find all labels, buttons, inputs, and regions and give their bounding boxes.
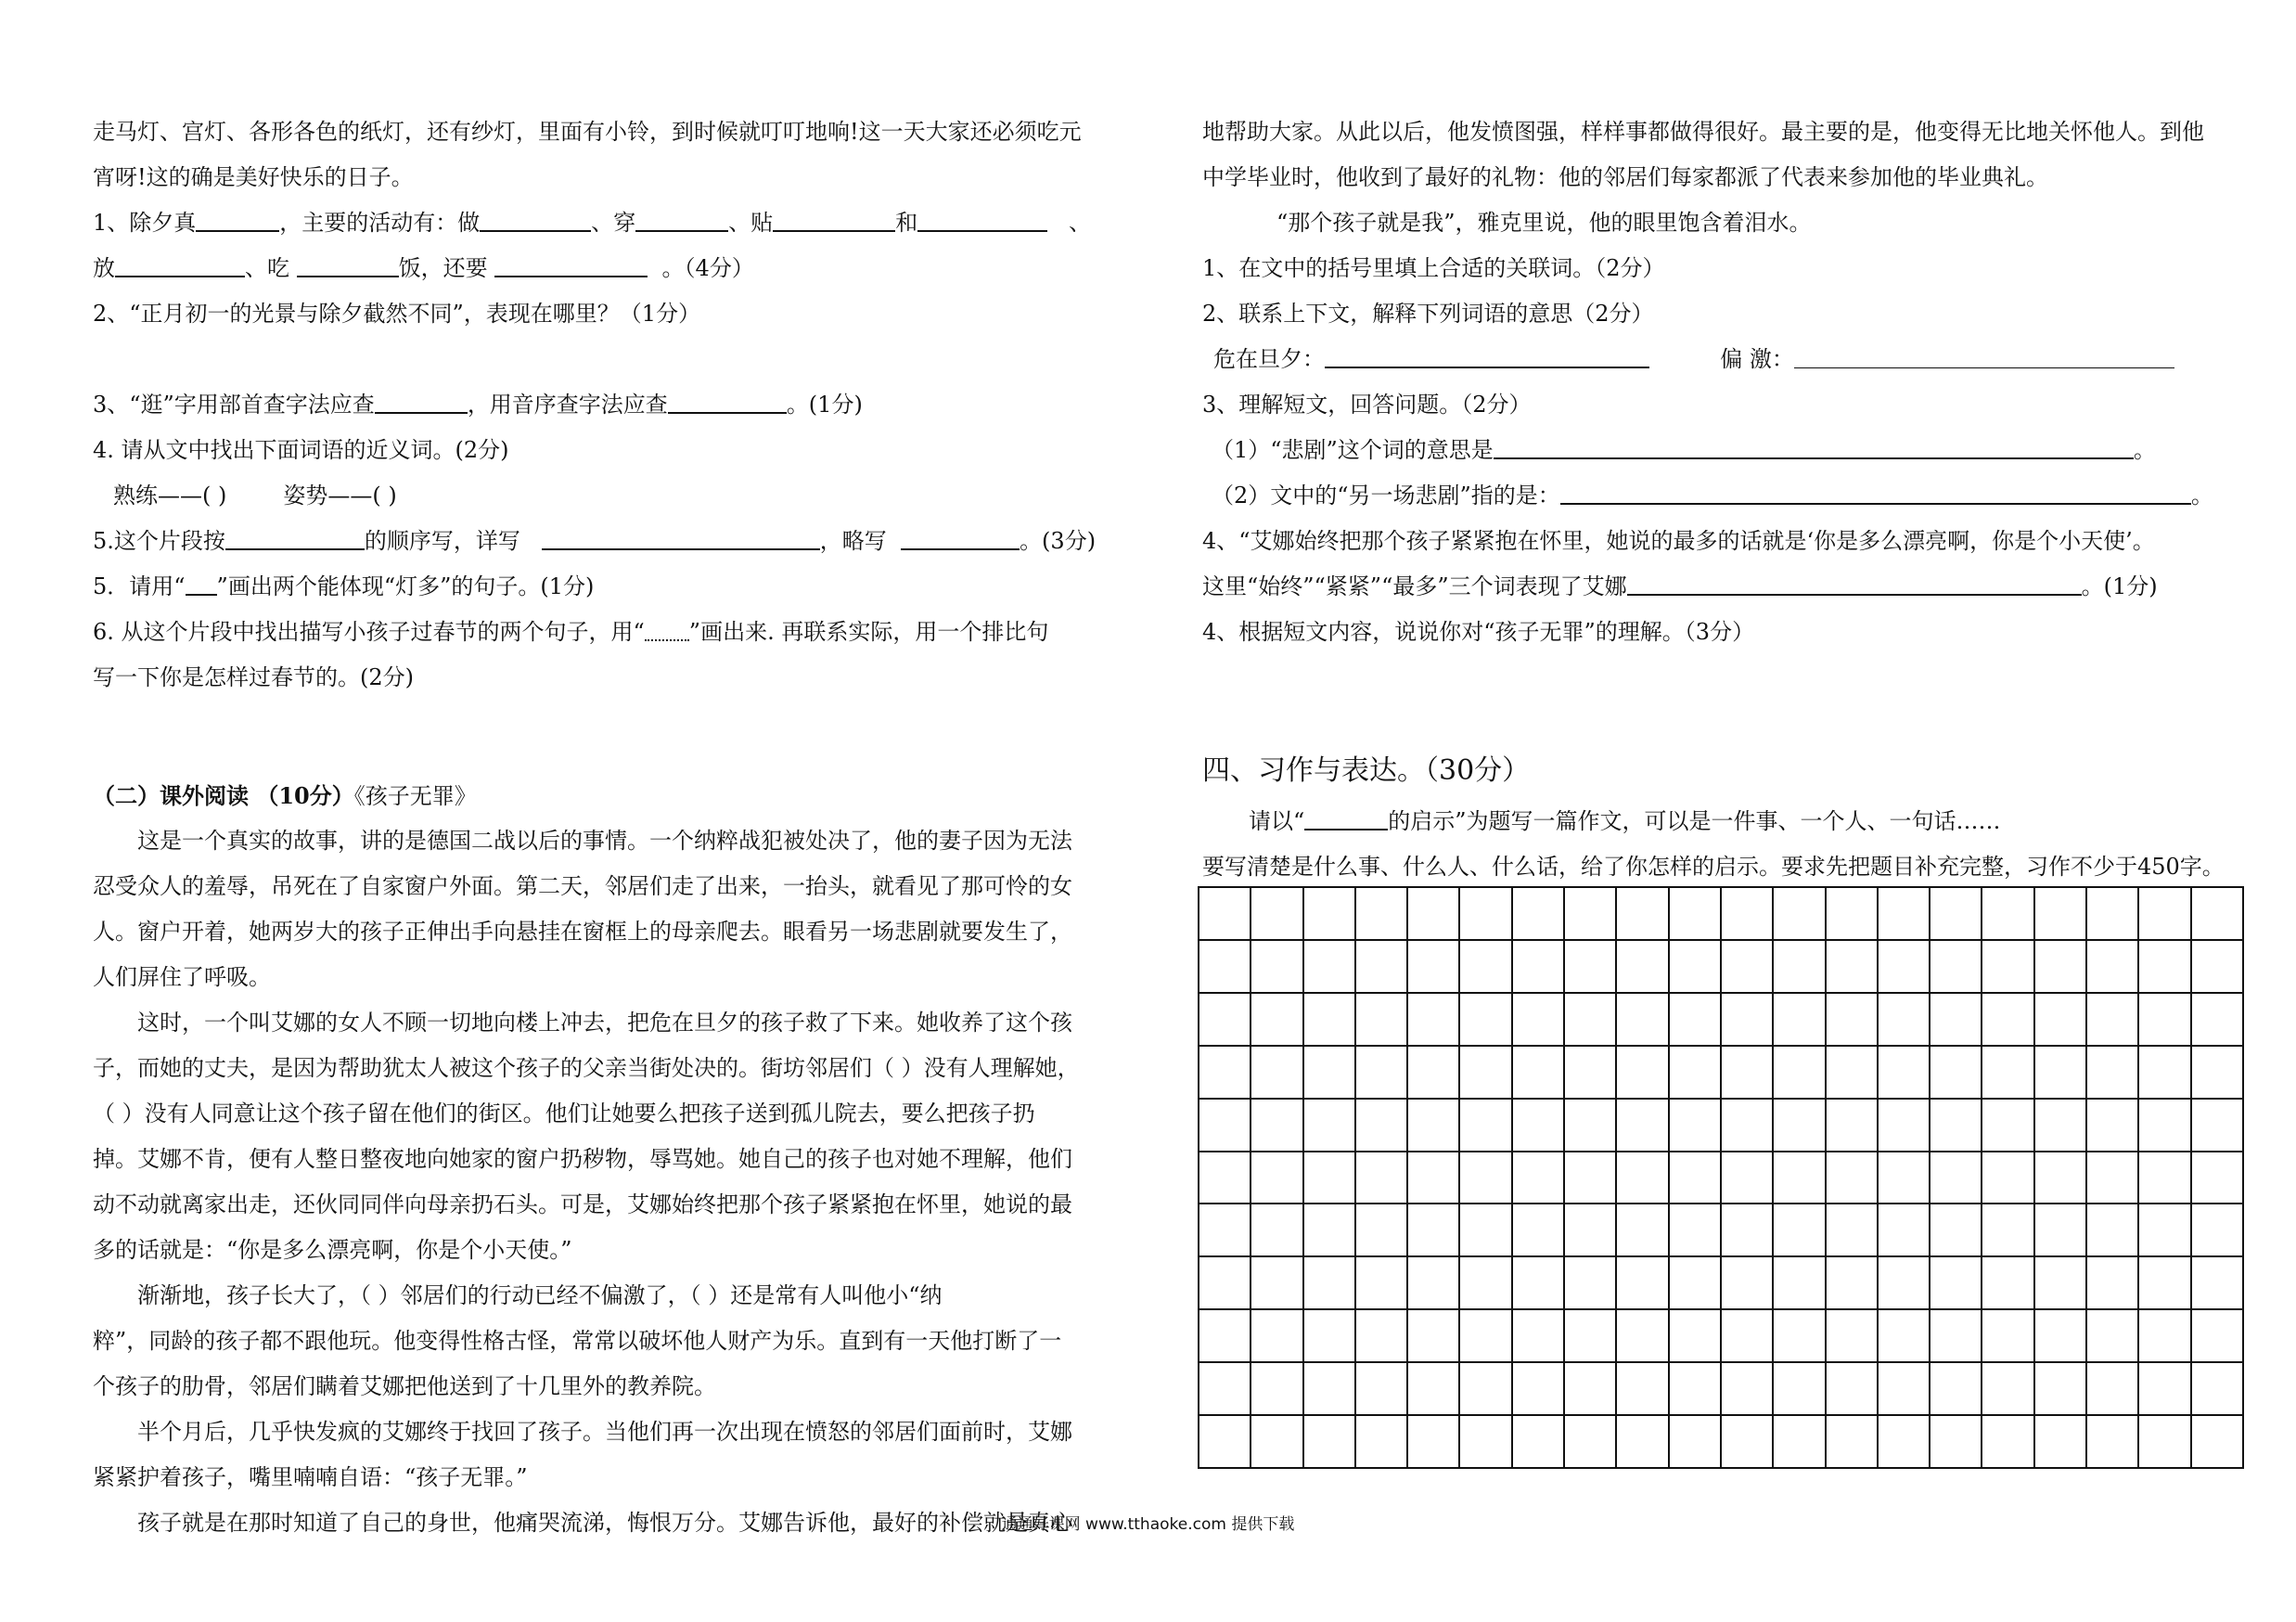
- grid-cell[interactable]: [2192, 1152, 2244, 1205]
- grid-cell[interactable]: [1356, 1204, 1408, 1257]
- grid-cell[interactable]: [2139, 1204, 2191, 1257]
- grid-cell[interactable]: [1408, 1100, 1460, 1152]
- reading-passage: 忍受众人的羞辱，吊死在了自家窗户外面。第二天，邻居们走了出来，一抬头，就看见了那可怜的女: [93, 873, 1072, 899]
- footer-credit: 通通好课网 www.tthaoke.com 提供下载: [1001, 1515, 1295, 1534]
- grid-cell[interactable]: [1251, 941, 1303, 994]
- grid-cell[interactable]: [1827, 1204, 1879, 1257]
- reading-question-5: 4、根据短文内容，说说你对“孩子无罪”的理解。（3分）: [1202, 619, 1755, 645]
- left-column: [93, 109, 1122, 1546]
- grid-cell[interactable]: [1251, 1416, 1303, 1469]
- grid-cell[interactable]: [1982, 1152, 2034, 1205]
- grid-cell[interactable]: [1879, 1310, 1930, 1363]
- grid-cell[interactable]: [1304, 994, 1356, 1047]
- grid-cell[interactable]: [1199, 888, 1251, 941]
- grid-cell[interactable]: [1251, 888, 1303, 941]
- answer-blank[interactable]: [917, 202, 1047, 232]
- grid-cell[interactable]: [2192, 1257, 2244, 1310]
- grid-cell[interactable]: [2087, 888, 2139, 941]
- grid-cell[interactable]: [1879, 1100, 1930, 1152]
- grid-cell[interactable]: [1304, 1204, 1356, 1257]
- grid-cell[interactable]: [1879, 1416, 1930, 1469]
- grid-cell[interactable]: [2139, 1310, 2191, 1363]
- answer-blank[interactable]: [1627, 566, 2082, 596]
- grid-cell[interactable]: [1670, 1416, 1722, 1469]
- grid-cell[interactable]: [1460, 941, 1512, 994]
- grid-cell[interactable]: [1930, 888, 1982, 941]
- grid-cell[interactable]: [1304, 1257, 1356, 1310]
- grid-cell[interactable]: [1565, 941, 1617, 994]
- reading-question-3b: （2）文中的“另一场悲剧”指的是： 。: [1202, 473, 2251, 519]
- grid-cell[interactable]: [1513, 1257, 1565, 1310]
- reading-passage: 孩子就是在那时知道了自己的身世，他痛哭流涕，悔恨万分。艾娜告诉他，最好的补偿就是真心: [137, 1510, 1072, 1536]
- grid-cell[interactable]: [1565, 1310, 1617, 1363]
- grid-cell[interactable]: [1670, 994, 1722, 1047]
- grid-cell[interactable]: [1460, 1100, 1512, 1152]
- grid-cell[interactable]: [1670, 888, 1722, 941]
- grid-cell[interactable]: [1408, 1047, 1460, 1100]
- grid-cell[interactable]: [1408, 1152, 1460, 1205]
- grid-cell[interactable]: [1827, 1100, 1879, 1152]
- grid-cell[interactable]: [2192, 888, 2244, 941]
- grid-cell[interactable]: [1565, 1100, 1617, 1152]
- grid-cell[interactable]: [1251, 994, 1303, 1047]
- answer-blank[interactable]: [196, 202, 279, 232]
- grid-cell[interactable]: [1304, 941, 1356, 994]
- reading-passage: 紧紧护着孩子，嘴里喃喃自语：“孩子无罪。”: [93, 1464, 528, 1490]
- grid-cell[interactable]: [1722, 1310, 1774, 1363]
- section-4-heading: 四、习作与表达。（30分）: [1202, 754, 1531, 787]
- grid-cell[interactable]: [2035, 1100, 2087, 1152]
- grid-cell[interactable]: [1565, 888, 1617, 941]
- grid-cell[interactable]: [1460, 1310, 1512, 1363]
- answer-space[interactable]: [93, 337, 1122, 382]
- grid-cell[interactable]: [1617, 994, 1669, 1047]
- grid-cell[interactable]: [1930, 1204, 1982, 1257]
- grid-cell[interactable]: [2087, 1416, 2139, 1469]
- reading-question-3: 3、理解短文，回答问题。（2分）: [1202, 392, 1532, 418]
- grid-cell[interactable]: [1930, 941, 1982, 994]
- question-6-cont: 写一下你是怎样过春节的。(2分): [93, 664, 414, 690]
- grid-cell[interactable]: [1199, 1204, 1251, 1257]
- reading-passage: “那个孩子就是我”，雅克里说，他的眼里饱含着泪水。: [1276, 210, 1812, 236]
- grid-cell[interactable]: [1617, 941, 1669, 994]
- reading-passage: 多的话就是：“你是多么漂亮啊，你是个小天使。”: [93, 1237, 572, 1263]
- grid-cell[interactable]: [1565, 1257, 1617, 1310]
- grid-cell[interactable]: [1827, 1310, 1879, 1363]
- question-4-items: 熟练——( ) 姿势——( ): [113, 483, 397, 508]
- reading-passage: 个孩子的肋骨，邻居们瞒着艾娜把他送到了十几里外的教养院。: [93, 1373, 716, 1399]
- grid-cell[interactable]: [1408, 1257, 1460, 1310]
- grid-cell[interactable]: [1722, 994, 1774, 1047]
- reading-passage: 人。窗户开着，她两岁大的孩子正伸出手向悬挂在窗框上的母亲爬去。眼看另一场悲剧就要发生了，: [93, 919, 1072, 945]
- question-1: 1、除夕真 ，主要的活动有：做 、穿 、贴 和 、: [93, 200, 1122, 246]
- grid-cell[interactable]: [1722, 1100, 1774, 1152]
- grid-cell[interactable]: [1356, 1257, 1408, 1310]
- question-4: 4. 请从文中找出下面词语的近义词。(2分): [93, 437, 509, 463]
- grid-cell[interactable]: [1617, 1100, 1669, 1152]
- grid-cell[interactable]: [2192, 1416, 2244, 1469]
- grid-cell[interactable]: [1408, 888, 1460, 941]
- grid-cell[interactable]: [1460, 1204, 1512, 1257]
- grid-cell[interactable]: [1930, 1152, 1982, 1205]
- grid-cell[interactable]: [1513, 1363, 1565, 1416]
- reading-question-2-items: 危在旦夕： 偏 激：: [1202, 337, 2251, 382]
- grid-cell[interactable]: [1774, 1363, 1826, 1416]
- grid-cell[interactable]: [1565, 1152, 1617, 1205]
- grid-cell[interactable]: [1251, 1310, 1303, 1363]
- grid-cell[interactable]: [1251, 1257, 1303, 1310]
- grid-cell[interactable]: [2139, 1363, 2191, 1416]
- grid-cell[interactable]: [1722, 1204, 1774, 1257]
- grid-cell[interactable]: [1827, 1416, 1879, 1469]
- writing-prompt: 请以“ 的启示”为题写一篇作文，可以是一件事、一个人、一句话……: [1202, 799, 2251, 844]
- grid-cell[interactable]: [1670, 1100, 1722, 1152]
- reading-passage: 掉。艾娜不肯，便有人整日整夜地向她家的窗户扔秽物，辱骂她。她自己的孩子也对她不理解，他们: [93, 1146, 1072, 1172]
- grid-cell[interactable]: [2192, 1204, 2244, 1257]
- grid-cell[interactable]: [1356, 1416, 1408, 1469]
- grid-cell[interactable]: [1879, 941, 1930, 994]
- reading-passage: 粹”，同龄的孩子都不跟他玩。他变得性格古怪，常常以破坏他人财产为乐。直到有一天他打断了一: [93, 1328, 1062, 1354]
- grid-cell[interactable]: [1930, 1310, 1982, 1363]
- grid-cell[interactable]: [2035, 1152, 2087, 1205]
- grid-cell[interactable]: [1513, 941, 1565, 994]
- grid-cell[interactable]: [1670, 1047, 1722, 1100]
- grid-cell[interactable]: [1930, 1047, 1982, 1100]
- reading-question-4-cont: 这里“始终”“紧紧”“最多”三个词表现了艾娜 。(1分): [1202, 564, 2251, 610]
- grid-cell[interactable]: [1879, 1204, 1930, 1257]
- grid-cell[interactable]: [1930, 1257, 1982, 1310]
- grid-cell[interactable]: [1617, 1363, 1669, 1416]
- grid-cell[interactable]: [1670, 1363, 1722, 1416]
- grid-cell[interactable]: [1199, 1310, 1251, 1363]
- grid-cell[interactable]: [1304, 1152, 1356, 1205]
- reading-passage: 人们屏住了呼吸。: [93, 964, 271, 990]
- grid-cell[interactable]: [1879, 1047, 1930, 1100]
- grid-cell[interactable]: [1982, 1363, 2034, 1416]
- grid-cell[interactable]: [2139, 994, 2191, 1047]
- answer-blank[interactable]: [901, 521, 1020, 550]
- grid-cell[interactable]: [1251, 1100, 1303, 1152]
- reading-question-4: 4、“艾娜始终把那个孩子紧紧抱在怀里，她说的最多的话就是‘你是多么漂亮啊，你是个小天使’。: [1202, 528, 2155, 554]
- grid-cell[interactable]: [1774, 1257, 1826, 1310]
- answer-blank[interactable]: [1794, 340, 2174, 368]
- grid-cell[interactable]: [1408, 1363, 1460, 1416]
- grid-cell[interactable]: [2192, 941, 2244, 994]
- answer-space[interactable]: [1202, 655, 2251, 743]
- grid-cell[interactable]: [1774, 888, 1826, 941]
- grid-cell[interactable]: [1670, 1310, 1722, 1363]
- grid-cell[interactable]: [2087, 1310, 2139, 1363]
- answer-blank[interactable]: [542, 521, 820, 550]
- grid-cell[interactable]: [1565, 994, 1617, 1047]
- writing-prompt: 要写清楚是什么事、什么人、什么话，给了你怎样的启示。要求先把题目补充完整，习作不少于450字。: [1202, 854, 2225, 880]
- title-blank[interactable]: [1304, 801, 1388, 830]
- grid-cell[interactable]: [1617, 1257, 1669, 1310]
- grid-cell[interactable]: [1304, 1363, 1356, 1416]
- grid-cell[interactable]: [2139, 1047, 2191, 1100]
- grid-cell[interactable]: [1356, 1363, 1408, 1416]
- grid-cell[interactable]: [1670, 941, 1722, 994]
- grid-cell[interactable]: [1304, 1416, 1356, 1469]
- grid-cell[interactable]: [1930, 1363, 1982, 1416]
- grid-cell[interactable]: [1251, 1047, 1303, 1100]
- answer-blank[interactable]: [1560, 475, 2191, 505]
- grid-cell[interactable]: [1460, 888, 1512, 941]
- grid-cell[interactable]: [1304, 1310, 1356, 1363]
- grid-cell[interactable]: [1356, 1047, 1408, 1100]
- grid-cell[interactable]: [2087, 1204, 2139, 1257]
- grid-cell[interactable]: [1774, 1310, 1826, 1363]
- grid-cell[interactable]: [1251, 1152, 1303, 1205]
- grid-cell[interactable]: [1513, 1416, 1565, 1469]
- wavy-line-sample: [645, 611, 689, 641]
- reading-passage: 渐渐地，孩子长大了，（ ）邻居们的行动已经不偏激了，（ ）还是常有人叫他小“纳: [137, 1282, 943, 1308]
- grid-cell[interactable]: [1827, 1257, 1879, 1310]
- grid-cell[interactable]: [1251, 1204, 1303, 1257]
- question-6: 6. 从这个片段中找出描写小孩子过春节的两个句子，用“ ”画出来. 再联系实际，用一个排比句: [93, 610, 1122, 655]
- grid-cell[interactable]: [1670, 1204, 1722, 1257]
- reading-passage: 这时，一个叫艾娜的女人不顾一切地向楼上冲去，把危在旦夕的孩子救了下来。她收养了这个孩: [137, 1010, 1072, 1036]
- question-3: 3、“逛”字用部首查字法应查 ，用音序查字法应查 。(1分): [93, 382, 1122, 428]
- grid-cell[interactable]: [1982, 1047, 2034, 1100]
- answer-blank[interactable]: [1325, 339, 1649, 368]
- grid-cell[interactable]: [1513, 1047, 1565, 1100]
- grid-cell[interactable]: [1460, 1363, 1512, 1416]
- reading-question-1: 1、在文中的括号里填上合适的关联词。（2分）: [1202, 255, 1665, 281]
- grid-cell[interactable]: [1774, 1100, 1826, 1152]
- grid-cell[interactable]: [2087, 1257, 2139, 1310]
- grid-cell[interactable]: [1879, 1363, 1930, 1416]
- grid-cell[interactable]: [1827, 994, 1879, 1047]
- grid-cell[interactable]: [2139, 1152, 2191, 1205]
- grid-cell[interactable]: [1460, 1257, 1512, 1310]
- grid-cell[interactable]: [2192, 994, 2244, 1047]
- grid-cell[interactable]: [2192, 1310, 2244, 1363]
- grid-cell[interactable]: [1617, 1047, 1669, 1100]
- grid-cell[interactable]: [2087, 994, 2139, 1047]
- grid-cell[interactable]: [2035, 1363, 2087, 1416]
- underline-sample: [186, 566, 217, 596]
- grid-cell[interactable]: [2035, 941, 2087, 994]
- grid-cell[interactable]: [1982, 1100, 2034, 1152]
- reading-question-2: 2、联系上下文，解释下列词语的意思（2分）: [1202, 301, 1654, 327]
- grid-cell[interactable]: [1513, 1152, 1565, 1205]
- grid-cell[interactable]: [1356, 1152, 1408, 1205]
- grid-cell[interactable]: [1879, 1257, 1930, 1310]
- grid-cell[interactable]: [1304, 888, 1356, 941]
- grid-cell[interactable]: [1774, 1152, 1826, 1205]
- grid-cell[interactable]: [1930, 1416, 1982, 1469]
- grid-cell[interactable]: [1356, 888, 1408, 941]
- grid-cell[interactable]: [2139, 1416, 2191, 1469]
- reading-passage: （ ）没有人同意让这个孩子留在他们的街区。他们让她要么把孩子送到孤儿院去，要么把孩子扔: [93, 1101, 1035, 1126]
- grid-cell[interactable]: [1356, 1310, 1408, 1363]
- grid-cell[interactable]: [1827, 1363, 1879, 1416]
- grid-cell[interactable]: [1670, 1257, 1722, 1310]
- grid-cell[interactable]: [1879, 888, 1930, 941]
- grid-cell[interactable]: [1565, 1047, 1617, 1100]
- grid-cell[interactable]: [1774, 1204, 1826, 1257]
- grid-cell[interactable]: [1356, 941, 1408, 994]
- grid-cell[interactable]: [1356, 994, 1408, 1047]
- grid-cell[interactable]: [1617, 1152, 1669, 1205]
- reading-passage: 子，而她的丈夫，是因为帮助犹太人被这个孩子的父亲当街处决的。街坊邻居们（ ）没有人理解她，: [93, 1055, 1080, 1081]
- grid-cell[interactable]: [1199, 1416, 1251, 1469]
- grid-cell[interactable]: [2192, 1100, 2244, 1152]
- grid-cell[interactable]: [1304, 1047, 1356, 1100]
- grid-cell[interactable]: [1408, 1310, 1460, 1363]
- grid-cell[interactable]: [1199, 941, 1251, 994]
- grid-cell[interactable]: [1513, 994, 1565, 1047]
- grid-cell[interactable]: [1879, 1152, 1930, 1205]
- section-2-heading: （二）课外阅读 （10分）《孩子无罪》: [93, 782, 477, 809]
- grid-cell[interactable]: [1513, 1310, 1565, 1363]
- grid-cell[interactable]: [1982, 1310, 2034, 1363]
- grid-cell[interactable]: [2087, 1363, 2139, 1416]
- grid-cell[interactable]: [1460, 1416, 1512, 1469]
- grid-cell[interactable]: [1513, 888, 1565, 941]
- grid-cell[interactable]: [1408, 994, 1460, 1047]
- grid-cell[interactable]: [1930, 1100, 1982, 1152]
- grid-cell[interactable]: [1617, 1310, 1669, 1363]
- grid-cell[interactable]: [1982, 888, 2034, 941]
- grid-cell[interactable]: [2035, 888, 2087, 941]
- reading-passage: 地帮助大家。从此以后，他发愤图强，样样事都做得很好。最主要的是，他变得无比地关怀他人。到他: [1202, 119, 2204, 145]
- grid-cell[interactable]: [1722, 1257, 1774, 1310]
- grid-cell[interactable]: [1565, 1416, 1617, 1469]
- grid-cell[interactable]: [1356, 1100, 1408, 1152]
- grid-cell[interactable]: [1982, 994, 2034, 1047]
- grid-cell[interactable]: [2087, 941, 2139, 994]
- grid-cell[interactable]: [1982, 1204, 2034, 1257]
- reading-passage: 半个月后，几乎快发疯的艾娜终于找回了孩子。当他们再一次出现在愤怒的邻居们面前时，艾娜: [137, 1419, 1072, 1445]
- answer-blank[interactable]: [494, 248, 648, 277]
- answer-blank[interactable]: [375, 384, 468, 414]
- grid-cell[interactable]: [1460, 994, 1512, 1047]
- grid-cell[interactable]: [1460, 1152, 1512, 1205]
- grid-cell[interactable]: [2087, 1047, 2139, 1100]
- grid-cell[interactable]: [1670, 1152, 1722, 1205]
- grid-cell[interactable]: [1199, 994, 1251, 1047]
- grid-cell[interactable]: [1827, 888, 1879, 941]
- reading-passage: 这是一个真实的故事，讲的是德国二战以后的事情。一个纳粹战犯被处决了，他的妻子因为无法: [137, 828, 1072, 854]
- grid-cell[interactable]: [1774, 1047, 1826, 1100]
- grid-cell[interactable]: [2139, 1257, 2191, 1310]
- grid-cell[interactable]: [1199, 1152, 1251, 1205]
- grid-cell[interactable]: [1722, 1152, 1774, 1205]
- grid-cell[interactable]: [1199, 1100, 1251, 1152]
- grid-cell[interactable]: [1722, 1047, 1774, 1100]
- grid-cell[interactable]: [1304, 1100, 1356, 1152]
- grid-cell[interactable]: [2192, 1047, 2244, 1100]
- question-2: 2、“正月初一的光景与除夕截然不同”，表现在哪里？（1分）: [93, 301, 701, 327]
- grid-cell[interactable]: [1408, 1416, 1460, 1469]
- grid-cell[interactable]: [2139, 888, 2191, 941]
- answer-blank[interactable]: [225, 521, 365, 550]
- grid-cell[interactable]: [1617, 1204, 1669, 1257]
- reading-question-3a: （1）“悲剧”这个词的意思是 。: [1202, 428, 2251, 473]
- grid-cell[interactable]: [1513, 1204, 1565, 1257]
- right-column: [1202, 109, 2251, 890]
- grid-cell[interactable]: [1827, 1047, 1879, 1100]
- grid-cell[interactable]: [1982, 1257, 2034, 1310]
- grid-cell[interactable]: [2035, 1257, 2087, 1310]
- grid-cell[interactable]: [1460, 1047, 1512, 1100]
- composition-grid[interactable]: [1198, 886, 2244, 1469]
- grid-cell[interactable]: [1982, 941, 2034, 994]
- grid-cell[interactable]: [1199, 1047, 1251, 1100]
- passage-line: 宵呀!这的确是美好快乐的日子。: [93, 164, 414, 190]
- grid-cell[interactable]: [2035, 1047, 2087, 1100]
- answer-blank[interactable]: [480, 202, 591, 232]
- grid-cell[interactable]: [1722, 941, 1774, 994]
- grid-cell[interactable]: [2139, 1100, 2191, 1152]
- grid-cell[interactable]: [1565, 1363, 1617, 1416]
- answer-blank[interactable]: [1494, 430, 2134, 459]
- grid-cell[interactable]: [1565, 1204, 1617, 1257]
- grid-cell[interactable]: [1982, 1416, 2034, 1469]
- grid-cell[interactable]: [1513, 1100, 1565, 1152]
- grid-cell[interactable]: [1827, 1152, 1879, 1205]
- passage-line: 走马灯、宫灯、各形各色的纸灯，还有纱灯，里面有小铃，到时候就叮叮地响!这一天大家还必须吃元: [93, 119, 1082, 145]
- grid-cell[interactable]: [2035, 994, 2087, 1047]
- grid-cell[interactable]: [1617, 888, 1669, 941]
- grid-cell[interactable]: [1617, 1416, 1669, 1469]
- grid-cell[interactable]: [1199, 1363, 1251, 1416]
- answer-blank[interactable]: [635, 202, 728, 232]
- answer-blank[interactable]: [115, 248, 245, 277]
- grid-cell[interactable]: [1199, 1257, 1251, 1310]
- answer-blank[interactable]: [773, 202, 895, 232]
- grid-cell[interactable]: [2139, 941, 2191, 994]
- grid-cell[interactable]: [1827, 941, 1879, 994]
- question-5: 5.这个片段按 的顺序写，详写 ，略写 。(3分): [93, 519, 1122, 564]
- question-1-cont: 放 、吃 饭，还要 。（4分）: [93, 246, 1122, 291]
- grid-cell[interactable]: [1251, 1363, 1303, 1416]
- answer-blank[interactable]: [668, 384, 787, 414]
- grid-cell[interactable]: [1722, 1416, 1774, 1469]
- answer-blank[interactable]: [297, 248, 399, 277]
- grid-cell[interactable]: [2035, 1204, 2087, 1257]
- reading-passage: 中学毕业时，他收到了最好的礼物：他的邻居们每家都派了代表来参加他的毕业典礼。: [1202, 164, 2048, 190]
- grid-cell[interactable]: [2087, 1100, 2139, 1152]
- grid-cell[interactable]: [1408, 941, 1460, 994]
- grid-cell[interactable]: [1774, 994, 1826, 1047]
- grid-cell[interactable]: [2035, 1310, 2087, 1363]
- question-5b: 5．请用“ ”画出两个能体现“灯多”的句子。(1分): [93, 564, 1122, 610]
- grid-cell[interactable]: [1408, 1204, 1460, 1257]
- grid-cell[interactable]: [1930, 994, 1982, 1047]
- reading-passage: 动不动就离家出走，还伙同同伴向母亲扔石头。可是，艾娜始终把那个孩子紧紧抱在怀里，她说的最: [93, 1191, 1072, 1217]
- grid-cell[interactable]: [1774, 941, 1826, 994]
- grid-cell[interactable]: [1879, 994, 1930, 1047]
- grid-cell[interactable]: [1774, 1416, 1826, 1469]
- grid-cell[interactable]: [1722, 888, 1774, 941]
- grid-cell[interactable]: [2087, 1152, 2139, 1205]
- grid-cell[interactable]: [2192, 1363, 2244, 1416]
- grid-cell[interactable]: [1722, 1363, 1774, 1416]
- grid-cell[interactable]: [2035, 1416, 2087, 1469]
